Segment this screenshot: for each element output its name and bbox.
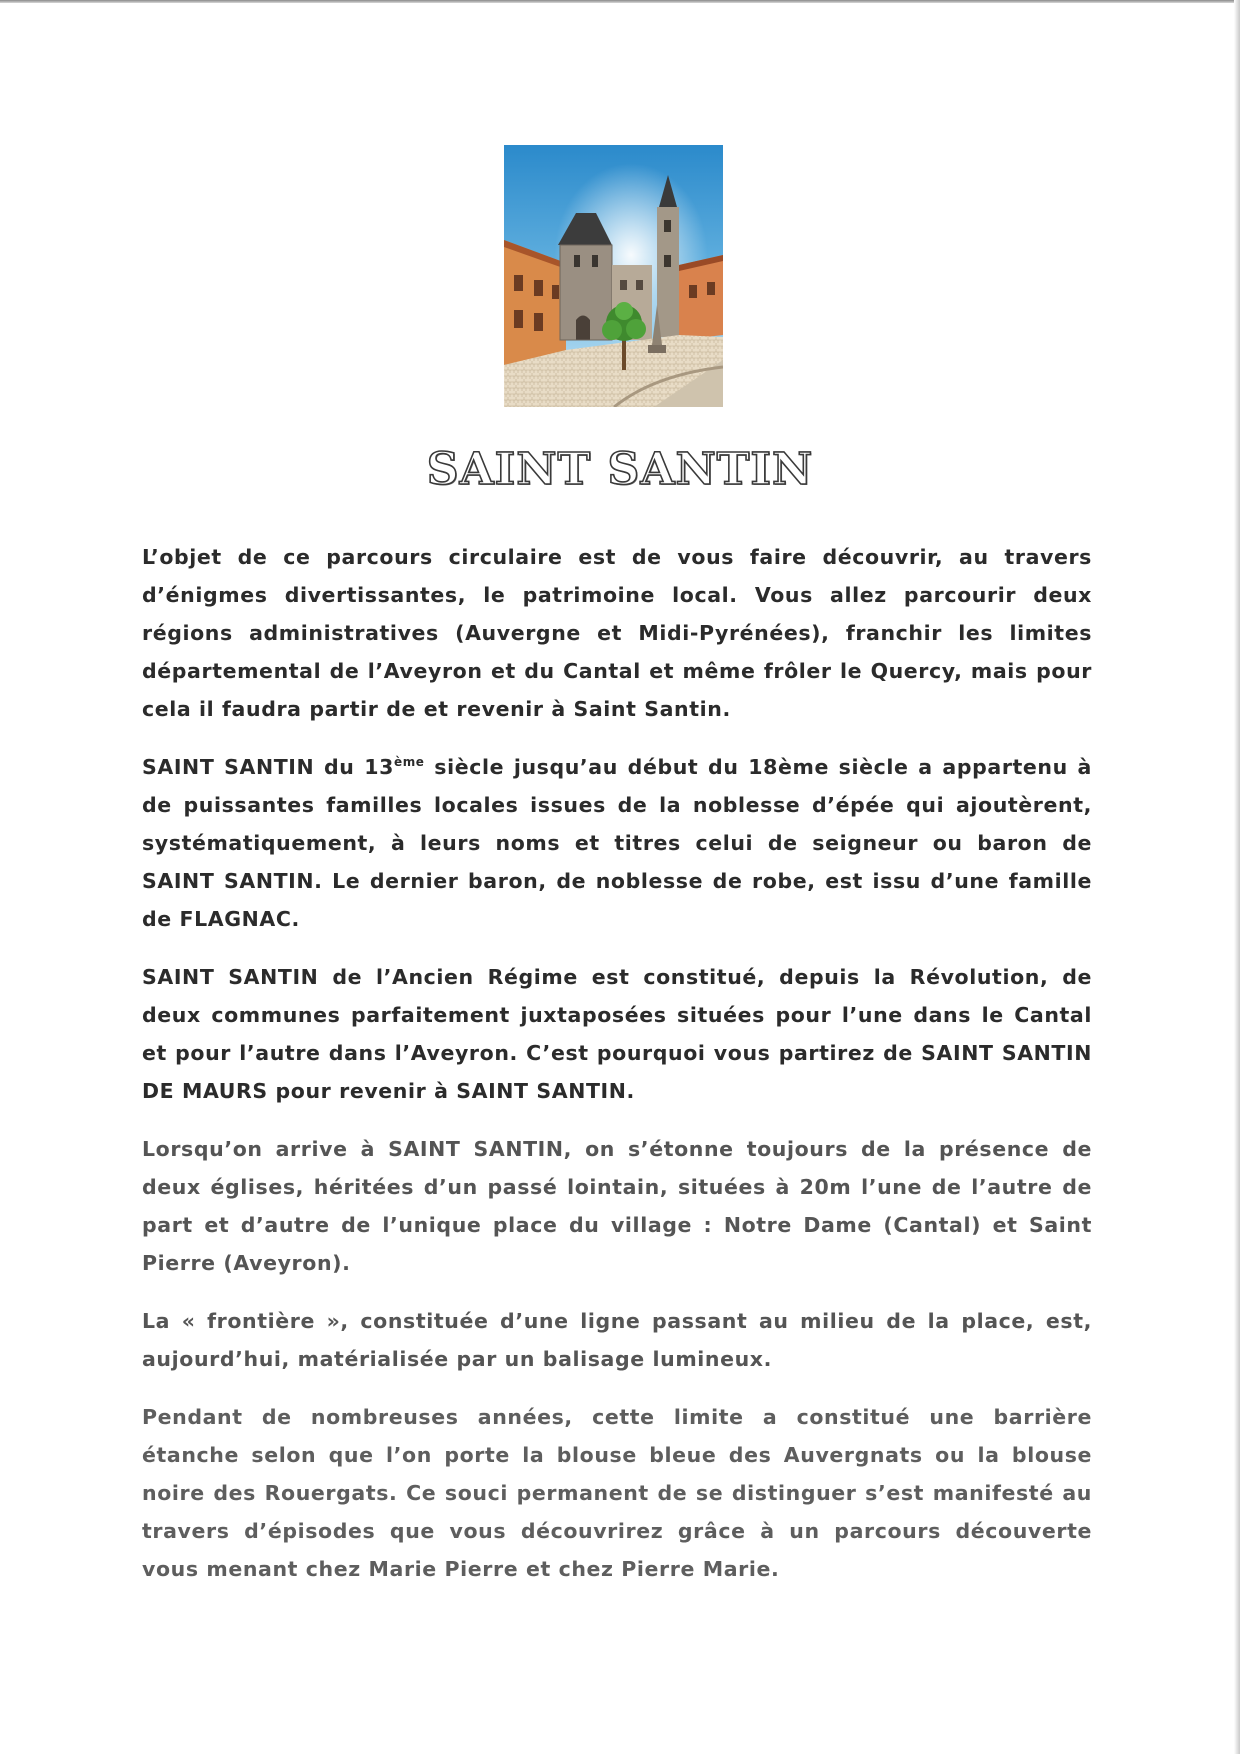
- paragraph-4: Lorsqu’on arrive à SAINT SANTIN, on s’étonne toujours de la présence de deux églises, héritées d’un passé lointain, situées à 20m l’une de l’autre de part et d’autre de l’unique place du village : Notre Dame (Cantal) et Saint Pierre (Aveyron).: [142, 1137, 1092, 1275]
- paragraph-2-start: SAINT SANTIN du 13: [142, 755, 394, 779]
- paragraph-2: [142, 748, 1092, 938]
- body-text: [142, 538, 1092, 1608]
- paragraph-6: Pendant de nombreuses années, cette limite a constitué une barrière étanche selon que l’on porte la blouse bleue des Auvergnats ou la blouse noire des Rouergats. Ce souci permanent de se distinguer s’est manifesté au travers d’épisodes que vous découvrirez grâce à un parcours découverte vous menant chez Marie Pierre et chez Pierre Marie.: [142, 1405, 1092, 1581]
- paragraph-1: L’objet de ce parcours circulaire est de vous faire découvrir, au travers d’énigmes divertissantes, le patrimoine local. Vous allez parcourir deux régions administratives (Auvergne et Midi-Pyrénées), franchir les limites départemental de l’Aveyron et du Cantal et même frôler le Quercy, mais pour cela il faudra partir de et revenir à Saint Santin.: [142, 545, 1092, 721]
- superscript-eme: ème: [393, 755, 425, 770]
- paragraph-2-rest: siècle jusqu’au début du 18ème siècle a appartenu à de puissantes familles locales issues de la noblesse d’épée qui ajoutèrent, systématiquement, à leurs noms et titres celui de seigneur ou baron de SAINT SANTIN. Le dernier baron, de noblesse de robe, est issu d’une famille de FLAGNAC.: [142, 755, 1092, 931]
- paragraph-5: La « frontière », constituée d’une ligne passant au milieu de la place, est, aujourd’hui, matérialisée par un balisage lumineux.: [142, 1309, 1092, 1371]
- scan-edge-right: [1234, 0, 1240, 1754]
- paragraph-3: SAINT SANTIN de l’Ancien Régime est constitué, depuis la Révolution, de deux communes parfaitement juxtaposées situées pour l’une dans le Cantal et pour l’autre dans l’Aveyron. C’est pourquoi vous partirez de SAINT SANTIN DE MAURS pour revenir à SAINT SANTIN.: [142, 965, 1092, 1103]
- scan-edge-top: [0, 0, 1240, 3]
- page-title: SAINT SANTIN: [426, 444, 814, 495]
- village-illustration-icon: [504, 145, 723, 407]
